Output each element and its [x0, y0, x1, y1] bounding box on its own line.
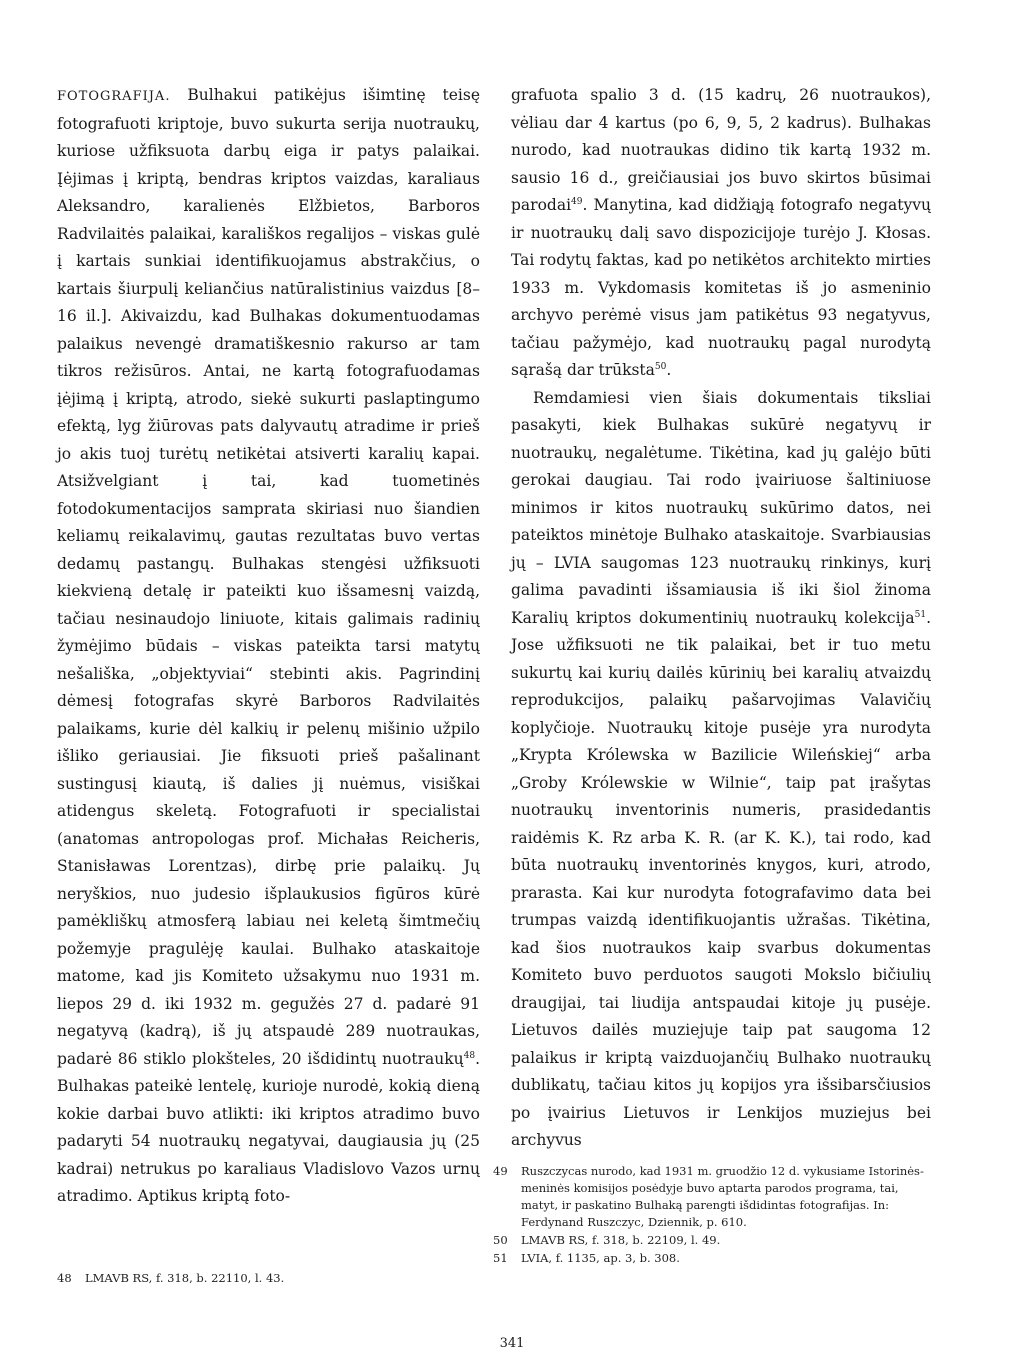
- footnote-text: Ruszczycas nurodo, kad 1931 m. gruodžio 12 d. vykusiame Istorinės-meninės komisijos posėdyje buvo aptarta parodos programa, tai, matyt, ir paskatino Bulhaką parengti išdidintas fotografijas. In: Ferdynand Ruszczyc, Dziennik, p. 610.: [521, 1164, 924, 1229]
- footnote-item: [493, 1232, 933, 1249]
- section-heading: FOTOGRAFIJA.: [57, 89, 171, 104]
- left-paragraph: [57, 82, 480, 1211]
- right-paragraph-2: [511, 385, 931, 1155]
- footnote-text: LVIA, f. 1135, ap. 3, b. 308.: [521, 1251, 680, 1265]
- page-number: 341: [499, 1336, 525, 1351]
- footnote-number: 50: [493, 1233, 508, 1247]
- footnote-text: LMAVB RS, f. 318, b. 22110, l. 43.: [85, 1271, 285, 1285]
- footnote-ref-48[interactable]: 48: [463, 1050, 476, 1061]
- left-paragraph-text: Bulhakui patikėjus išimtinę teisę fotografuoti kriptoje, buvo sukurta serija nuotraukų, kuriose užfiksuota darbų eiga ir patys palaikai. Įėjimas į kriptą, bendras kriptos vaizdas, karaliaus Aleksandro, karalienės Elžbietos, Barboros Radvilaitės palaikai, karališkos regalijos – viskas gulė į kartais sunkiai identifikuojamus abstrakčius, o kartais šiurpulį keliančius natūralistinius vaizdus [8–16 il.]. Akivaizdu, kad Bulhakas dokumentuodamas palaikus nevengė dramatiškesnio rakurso ar tam tikros režisūros. Antai, ne kartą fotografuodamas įėjimą į kriptą, atrodo, siekė sukurti paslaptingumo efektą, lyg žiūrovas pats dalyvautų atradime ir prieš jo akis tuoj turėtų netikėtai atsiverti karalių kapai. Atsižvelgiant į tai, kad tuometinės fotodokumentacijos samprata skiriasi nuo šiandien keliamų reikalavimų, gautas rezultatas buvo vertas dedamų pastangų. Bulhakas stengėsi užfiksuoti kiekvieną detalę ir pateikti kuo išsamesnį vaizdą, tačiau nesinaudojo liniuote, kitais galimais radinių žymėjimo būdais – viskas pateikta tarsi matytų nešališka, „objektyviai“ stebinti akis. Pagrindinį dėmesį fotografas skyrė Barboros Radvilaitės palaikams, kurie dėl kalkių ir pelenų mišinio užpilo išliko geriausiai. Jie fiksuoti prieš pašalinant sustingusį kiautą, iš dalies jį nuėmus, visiškai atidengus skeletą. Fotografuoti ir specialistai (anatomas antropologas prof. Michałas Reicheris, Stanisławas Lorentzas), dirbę prie palaikų. Jų neryškios, nuo judesio išplaukusios figūros kūrė pamėkliškų atmosferą labiau nei keletą šimtmečių požemyje pragulėję kaulai. Bulhako ataskaitoje matome, kad jis Komiteto užsakymu nuo 1931 m. liepos 29 d. iki 1932 m. gegužės 27 d. padarė 91 negatyvą (kadrą), iš jų atspaudė 289 nuotraukas, padarė 86 stiklo plokšteles, 20 išdidintų nuotraukų: [57, 86, 480, 1068]
- footnote-number: 51: [493, 1251, 508, 1265]
- right-paragraph-1-cont: . Manytina, kad didžiąją fotografo negatyvų ir nuotraukų dalį savo dispozicijoje turėjo J. Kłosas. Tai rodytų faktas, kad po netikėtos architekto mirties 1933 m. Vykdomasis komitetas iš jo asmeninio archyvo perėmė visus jam patikėtus 93 negatyvus, tačiau pažymėjo, kad nuotraukų pagal nurodytą sąrašą dar trūksta: [511, 196, 931, 379]
- footnote-text: LMAVB RS, f. 318, b. 22109, l. 49.: [521, 1233, 721, 1247]
- right-paragraph-1-end: .: [666, 361, 672, 379]
- right-column: [511, 82, 931, 1155]
- footnote-number: 49: [493, 1164, 508, 1178]
- footnotes-left: [57, 1270, 477, 1288]
- right-paragraph-2-text: Remdamiesi vien šiais dokumentais tiksliai pasakyti, kiek Bulhakas sukūrė negatyvų ir nuotraukų, negalėtume. Tikėtina, kad jų galėjo būti gerokai daugiau. Tai rodo įvairiuose šaltiniuose minimos ir kitos nuotraukų sukūrimo datos, nei pateiktos minėtoje Bulhako ataskaitoje. Svarbiausias jų – LVIA saugomas 123 nuotraukų rinkinys, kurį galima pavadinti išsamiausia iš iki šiol žinoma Karalių kriptos dokumentinių nuotraukų kolekcija: [511, 388, 931, 627]
- footnote-item: [493, 1250, 933, 1267]
- footnote-ref-50[interactable]: 50: [654, 361, 667, 372]
- footnotes-right: [493, 1163, 933, 1268]
- footnote-item: [57, 1270, 477, 1287]
- footnote-ref-51[interactable]: 51: [914, 609, 927, 620]
- right-paragraph-1: [511, 82, 931, 385]
- footnote-item: [493, 1163, 933, 1231]
- right-paragraph-1-text: grafuota spalio 3 d. (15 kadrų, 26 nuotraukos), vėliau dar 4 kartus (po 6, 9, 5, 2 kadrus). Bulhakas nurodo, kad nuotraukas didino tik kartą 1932 m. sausio 16 d., greičiausiai jos buvo skirtos būsimai parodai: [511, 86, 931, 214]
- right-paragraph-2-cont: . Jose užfiksuoti ne tik palaikai, bet ir tuo metu sukurtų kai kurių dailės kūrinių bei karalių atvaizdų reprodukcijos, palaikų pašarvojimas Valavičių koplyčioje. Nuotraukų kitoje pusėje yra nurodyta „Krypta Królewska w Bazilicie Wileńskiej“ arba „Groby Królewskie w Wilnie“, taip pat įrašytas nuotraukų inventorinis numeris, prasidedantis raidėmis K. Rz arba K. R. (ar K. K.), tai rodo, kad būta nuotraukų inventorinės knygos, kuri, atrodo, prarasta. Kai kur nurodyta fotografavimo data bei trumpas vaizdą identifikuojantis užrašas. Tikėtina, kad šios nuotraukos kaip svarbus dokumentas Komiteto buvo perduotos saugoti Mokslo bičiulių draugijai, tai liudija antspaudai kitoje jų pusėje. Lietuvos dailės muziejuje taip pat saugoma 12 palaikus ir kriptą vaizduojančių Bulhako nuotraukų dublikatų, tačiau kitos jų kopijos yra išsibarsčiusios po įvairius Lietuvos ir Lenkijos muziejus bei archyvus: [511, 608, 931, 1149]
- left-paragraph-text-cont: . Bulhakas pateikė lentelę, kurioje nurodė, kokią dieną kokie darbai buvo atlikti: iki kriptos atradimo buvo padaryti 54 nuotraukų negatyvai, daugiausia jų (25 kadrai) netrukus po karaliaus Vladislovo Vazos urnų atradimo. Aptikus kriptą foto-: [57, 1049, 480, 1205]
- footnote-ref-49[interactable]: 49: [571, 196, 583, 207]
- footnote-number: 48: [57, 1271, 72, 1285]
- left-column: [57, 82, 480, 1211]
